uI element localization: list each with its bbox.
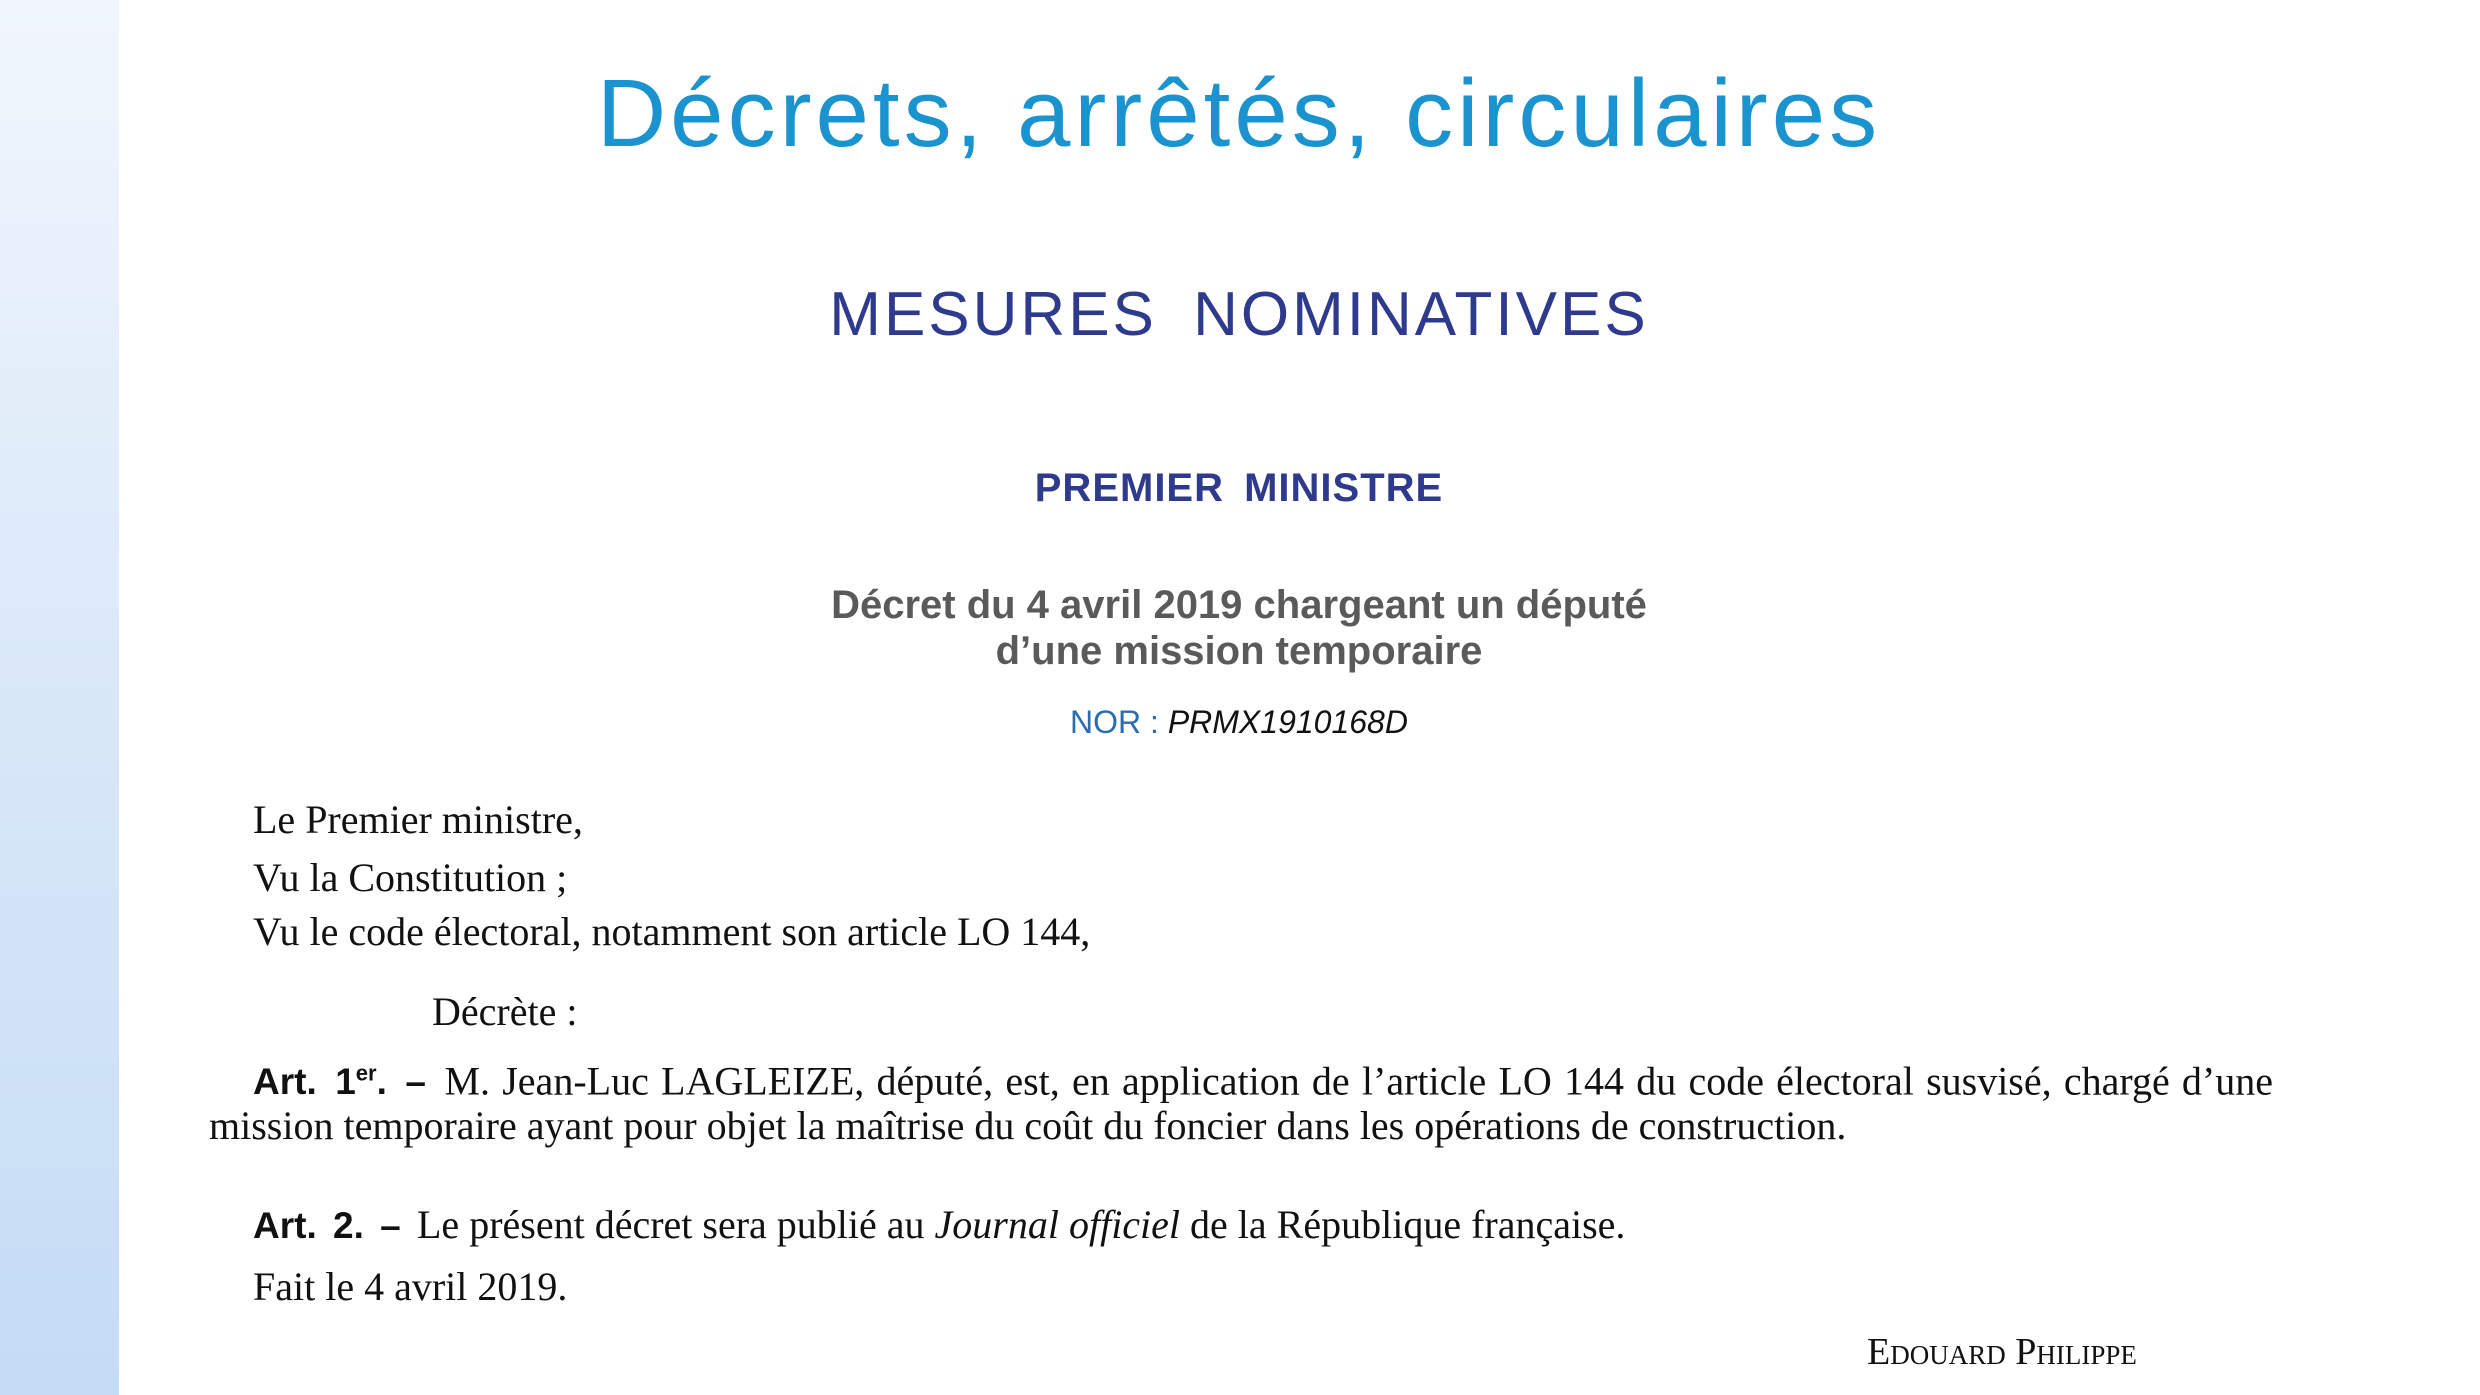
article-1-text: M. Jean-Luc LAGLEIZE, député, est, en application de l’article LO 144 du code électoral susvisé, chargé d’une mission temporaire ayant pour objet la maîtrise du coût du foncier dans les opérations de construction. bbox=[209, 1058, 2273, 1149]
decree-title-line-2: d’une mission temporaire bbox=[995, 629, 1483, 673]
article-1-label bbox=[253, 1061, 444, 1102]
decree-title bbox=[119, 582, 2359, 674]
nor-value: PRMX1910168D bbox=[1167, 704, 1408, 740]
nor-label: NOR : bbox=[1070, 704, 1168, 740]
article-2-label: Art. 2. – bbox=[253, 1205, 417, 1246]
decree-title-line-1: Décret du 4 avril 2019 chargeant un député bbox=[831, 583, 1647, 627]
nor-reference bbox=[119, 706, 2359, 738]
signature: Edouard Philippe bbox=[1867, 1331, 2137, 1373]
intro-line: Le Premier ministre, bbox=[253, 797, 583, 842]
decrete-line: Décrète : bbox=[432, 989, 578, 1034]
vu-constitution: Vu la Constitution ; bbox=[253, 855, 568, 900]
article-2-journal-officiel: Journal officiel bbox=[934, 1202, 1181, 1247]
article-1 bbox=[209, 1052, 2273, 1148]
article-2-text-after: de la République française. bbox=[1180, 1202, 1626, 1247]
article-1-superscript: er bbox=[355, 1061, 377, 1086]
decorative-side-band bbox=[0, 0, 119, 1395]
vu-code-electoral: Vu le code électoral, notamment son article LO 144, bbox=[253, 909, 1091, 954]
section-title: MESURES NOMINATIVES bbox=[829, 280, 1649, 349]
article-2-text-before: Le présent décret sera publié au bbox=[417, 1202, 935, 1247]
article-1-separator: . – bbox=[376, 1061, 445, 1103]
document-page bbox=[119, 0, 2480, 1395]
fait-le-date: Fait le 4 avril 2019. bbox=[253, 1264, 568, 1309]
article-1-number: Art. 1 bbox=[253, 1061, 356, 1103]
ministry-heading: PREMIER MINISTRE bbox=[1034, 466, 1444, 510]
main-title: Décrets, arrêtés, circulaires bbox=[596, 60, 1882, 167]
article-2 bbox=[253, 1203, 1625, 1248]
